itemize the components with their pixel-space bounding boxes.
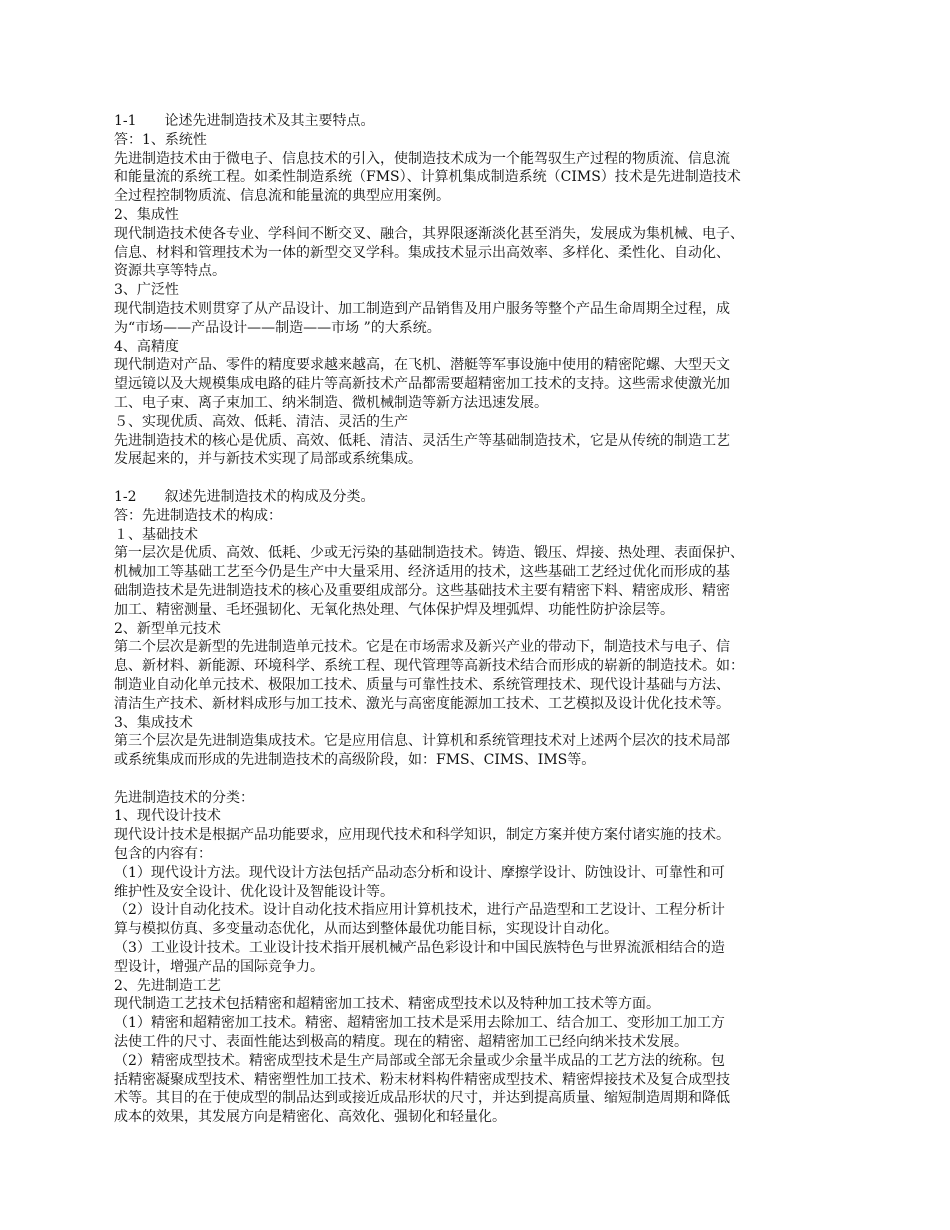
text-line: 先进制造技术的分类：: [114, 789, 254, 806]
text-line: 先进制造技术的核心是优质、高效、低耗、清洁、灵活生产等基础制造技术，它是从传统的制造工艺: [114, 432, 730, 449]
text-line: 现代制造对产品、零件的精度要求越来越高，在飞机、潜艇等军事设施中使用的精密陀螺、大型天文: [114, 357, 730, 374]
text-line: 现代制造技术则贯穿了从产品设计、加工制造到产品销售及用户服务等整个产品生命周期全过程，成: [114, 300, 730, 317]
text-line: 全过程控制物质流、信息流和能量流的典型应用案例。: [114, 188, 450, 205]
text-line: 和能量流的系统工程。如柔性制造系统（FMS）、计算机集成制造系统（CIMS）技术是先进制造技术: [114, 169, 741, 186]
text-line: 3、广泛性: [114, 282, 179, 299]
text-line: 发展起来的，并与新技术实现了局部或系统集成。: [114, 451, 422, 468]
text-line: １、基础技术: [114, 526, 198, 543]
text-line: 加工、精密测量、毛坯强韧化、无氧化热处理、气体保护焊及埋弧焊、功能性防护涂层等。: [114, 601, 674, 618]
text-line: 第一层次是优质、高效、低耗、少或无污染的基础制造技术。铸造、锻压、焊接、热处理、表面保护、: [114, 545, 744, 562]
text-line: 清洁生产技术、新材料成形与加工技术、激光与高密度能源加工技术、工艺模拟及设计优化技术等。: [114, 695, 730, 712]
text-line: 维护性及安全设计、优化设计及智能设计等。: [114, 883, 394, 900]
text-line: 为“市场——产品设计——制造——市场 ”的大系统。: [114, 319, 441, 336]
text-line: 现代制造技术使各专业、学科间不断交叉、融合，其界限逐渐淡化甚至消失，发展成为集机械、电子、: [114, 225, 744, 242]
text-line: 望远镜以及大规模集成电路的硅片等高新技术产品都需要超精密加工技术的支持。这些需求使激光加: [114, 376, 730, 393]
text-line: 3、集成技术: [114, 714, 193, 731]
text-line: 现代设计技术是根据产品功能要求，应用现代技术和科学知识，制定方案并使方案付诸实施的技术。: [114, 827, 730, 844]
text-line: 答：先进制造技术的构成：: [114, 507, 282, 524]
text-line: 2、先进制造工艺: [114, 977, 221, 994]
text-line: 现代制造工艺技术包括精密和超精密加工技术、精密成型技术以及特种加工技术等方面。: [114, 996, 660, 1013]
text-line: 法使工件的尺寸、表面性能达到极高的精度。现在的精密、超精密加工已经向纳米技术发展。: [114, 1034, 688, 1051]
text-line: 机械加工等基础工艺至今仍是生产中大量采用、经济适用的技术，这些基础工艺经过优化而形成的基: [114, 564, 730, 581]
text-line: 答：1、系统性: [114, 131, 207, 148]
text-line: 2、新型单元技术: [114, 620, 221, 637]
text-line: 成本的效果，其发展方向是精密化、高效化、强韧化和轻量化。: [114, 1109, 506, 1126]
text-line: ５、实现优质、高效、低耗、清洁、灵活的生产: [114, 413, 408, 430]
text-line: 包含的内容有：: [114, 846, 212, 863]
document-body: [114, 112, 844, 1127]
text-line: 型设计，增强产品的国际竞争力。: [114, 958, 324, 975]
text-line: 工、电子束、离子束加工、纳米制造、微机械制造等新方法迅速发展。: [114, 394, 548, 411]
text-line: （1）精密和超精密加工技术。精密、超精密加工技术是采用去除加工、结合加工、变形加工加工方: [114, 1015, 725, 1032]
text-line: 础制造技术是先进制造技术的核心及重要组成部分。这些基础技术主要有精密下料、精密成形、精密: [114, 582, 730, 599]
text-line: 先进制造技术由于微电子、信息技术的引入，使制造技术成为一个能驾驭生产过程的物质流、信息流: [114, 150, 730, 167]
text-line: 信息、材料和管理技术为一体的新型交叉学科。集成技术显示出高效率、多样化、柔性化、自动化、: [114, 244, 730, 261]
text-line: 1-2 叙述先进制造技术的构成及分类。: [114, 488, 375, 505]
text-line: 第二个层次是新型的先进制造单元技术。它是在市场需求及新兴产业的带动下，制造技术与电子、信: [114, 639, 730, 656]
text-line: 息、新材料、新能源、环境科学、系统工程、现代管理等高新技术结合而形成的崭新的制造技术。如：: [114, 658, 744, 675]
text-line: 制造业自动化单元技术、极限加工技术、质量与可靠性技术、系统管理技术、现代设计基础与方法、: [114, 676, 730, 693]
text-line: （2）设计自动化技术。设计自动化技术指应用计算机技术，进行产品造型和工艺设计、工程分析计: [114, 902, 725, 919]
text-line: 2、集成性: [114, 206, 179, 223]
text-line: 算与模拟仿真、多变量动态优化，从而达到整体最优功能目标，实现设计自动化。: [114, 921, 618, 938]
text-line: 括精密凝聚成型技术、精密塑性加工技术、粉末材料构件精密成型技术、精密焊接技术及复合成型技: [114, 1071, 730, 1088]
text-line: 4、高精度: [114, 338, 179, 355]
text-line: 1-1 论述先进制造技术及其主要特点。: [114, 113, 375, 129]
text-line: 第三个层次是先进制造集成技术。它是应用信息、计算机和系统管理技术对上述两个层次的技术局部: [114, 733, 730, 750]
text-line: （3）工业设计技术。工业设计技术指开展机械产品色彩设计和中国民族特色与世界流派相结合的造: [114, 940, 725, 957]
text-line: （1）现代设计方法。现代设计方法包括产品动态分析和设计、摩擦学设计、防蚀设计、可靠性和可: [114, 864, 725, 881]
text-line: 1、现代设计技术: [114, 808, 221, 825]
text-line: 资源共享等特点。: [114, 263, 226, 280]
text-line: 术等。其目的在于使成型的制品达到或接近成品形状的尺寸，并达到提高质量、缩短制造周期和降低: [114, 1090, 730, 1107]
blank-line: [114, 469, 844, 488]
text-line: 或系统集成而形成的先进制造技术的高级阶段，如：FMS、CIMS、IMS等。: [114, 752, 596, 769]
blank-line: [114, 770, 844, 789]
text-line: （2）精密成型技术。精密成型技术是生产局部或全部无余量或少余量半成品的工艺方法的统称。包: [114, 1052, 725, 1069]
